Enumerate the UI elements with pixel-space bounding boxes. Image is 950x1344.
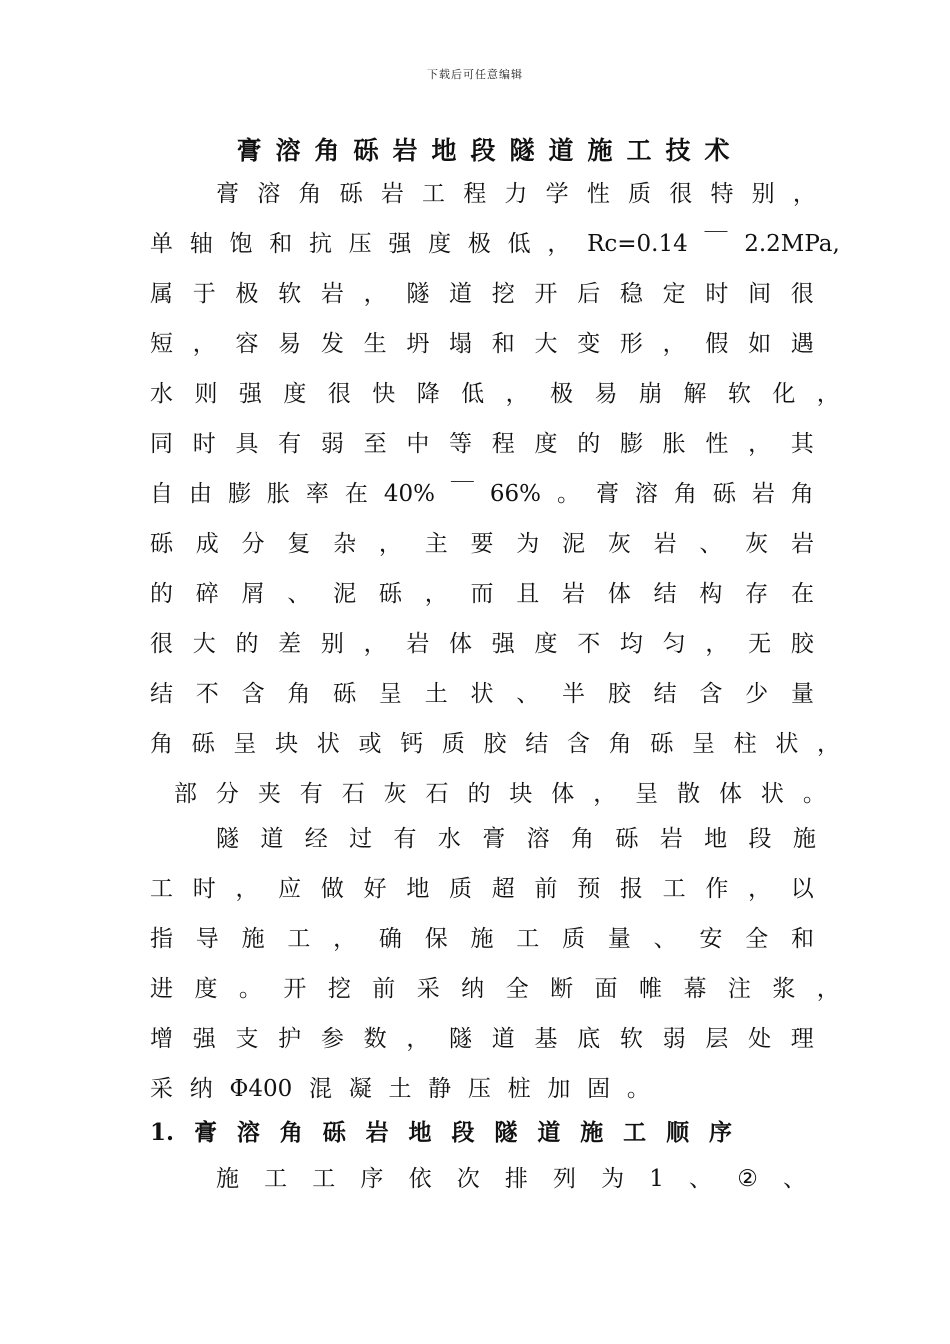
- text-line: 砾 成 分 复 杂 ， 主 要 为 泥 灰 岩 、 灰 岩: [150, 531, 814, 557]
- text-line: 隧 道 经 过 有 水 膏 溶 角 砾 岩 地 段 施: [216, 826, 816, 852]
- document-title: 膏溶角砾岩地段隧道施工技术: [236, 136, 744, 165]
- text-line: 水 则 强 度 很 快 降 低 ， 极 易 崩 解 软 化 ，: [150, 381, 840, 407]
- text-line: 工 时 ， 应 做 好 地 质 超 前 预 报 工 作 ， 以: [150, 876, 814, 902]
- text-line: 单 轴 饱 和 抗 压 强 度 极 低 ， Rc=0.14 ￣ 2.2MPa,: [150, 231, 840, 257]
- text-line: 指 导 施 工 ， 确 保 施 工 质 量 、 安 全 和: [150, 926, 814, 952]
- text-line: 膏 溶 角 砾 岩 工 程 力 学 性 质 很 特 别 ，: [216, 181, 816, 207]
- text-line-last: 施 工 工 序 依 次 排 列 为 1 、 ② 、: [216, 1166, 806, 1192]
- text-line: 结 不 含 角 砾 呈 土 状 、 半 胶 结 含 少 量: [150, 681, 814, 707]
- page-header-note: 下载后可任意编辑: [427, 68, 523, 81]
- text-line: 增 强 支 护 参 数 ， 隧 道 基 底 软 弱 层 处 理: [150, 1026, 814, 1052]
- text-line: 短 ， 容 易 发 生 坍 塌 和 大 变 形 ， 假 如 遇: [150, 331, 814, 357]
- text-line: 自 由 膨 胀 率 在 40% ￣ 66% 。 膏 溶 角 砾 岩 角: [150, 481, 814, 507]
- text-line: 采 纳 Φ400 混 凝 土 静 压 桩 加 固 。: [150, 1076, 650, 1102]
- text-line: 同 时 具 有 弱 至 中 等 程 度 的 膨 胀 性 ， 其: [150, 431, 814, 457]
- text-line: 属 于 极 软 岩 ， 隧 道 挖 开 后 稳 定 时 间 很: [150, 281, 814, 307]
- text-line: 很 大 的 差 别 ， 岩 体 强 度 不 均 匀 ， 无 胶: [150, 631, 814, 657]
- text-line: 的 碎 屑 、 泥 砾 ， 而 且 岩 体 结 构 存 在: [150, 581, 814, 607]
- section-heading: 1. 膏 溶 角 砾 岩 地 段 隧 道 施 工 顺 序: [150, 1119, 732, 1146]
- text-line: 角 砾 呈 块 状 或 钙 质 胶 结 含 角 砾 呈 柱 状 ，: [150, 731, 840, 757]
- text-line: 进 度 。 开 挖 前 采 纳 全 断 面 帷 幕 注 浆 ，: [150, 976, 840, 1002]
- text-line: 部 分 夹 有 石 灰 石 的 块 体 ， 呈 散 体 状 。: [174, 781, 826, 807]
